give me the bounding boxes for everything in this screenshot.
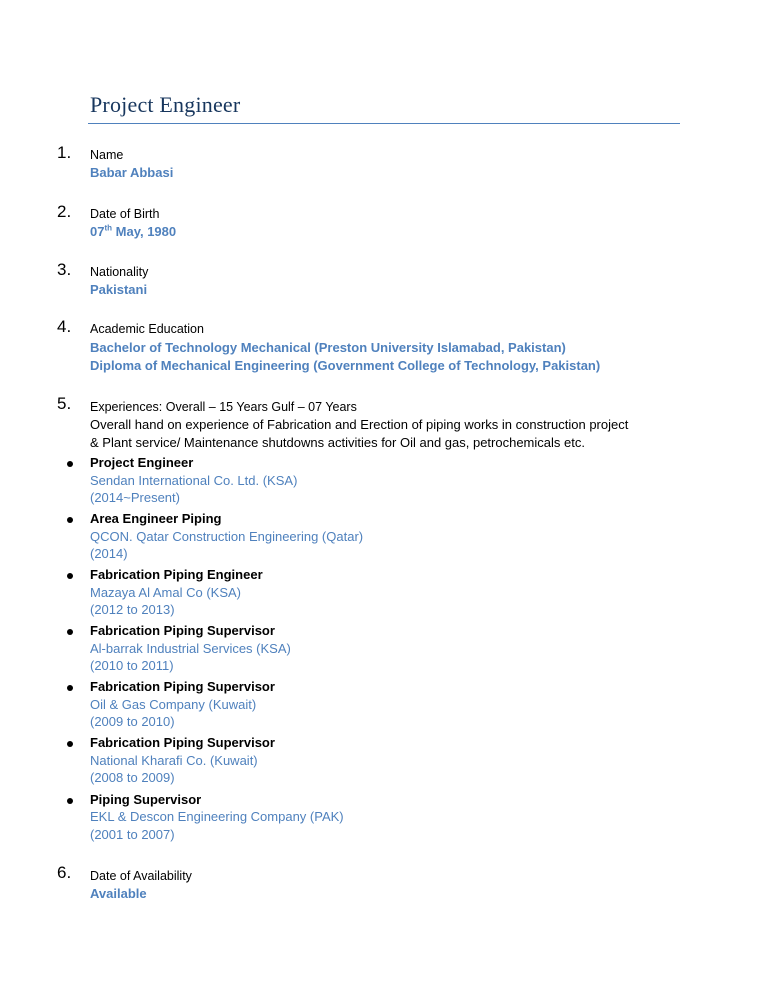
title-rule xyxy=(88,123,680,124)
dob-day: 07 xyxy=(90,224,105,239)
job-period: (2008 to 2009) xyxy=(90,770,175,786)
job-item xyxy=(0,623,768,679)
job-period: (2010 to 2011) xyxy=(90,658,174,674)
education-label: Academic Education xyxy=(90,322,204,336)
experience-summary-line-1: Overall hand on experience of Fabrication and Erection of piping works in construction project xyxy=(90,417,629,432)
job-title: Fabrication Piping Supervisor xyxy=(90,735,275,751)
job-item xyxy=(0,567,768,623)
job-company: Oil & Gas Company (Kuwait) xyxy=(90,696,257,712)
job-company: National Kharafi Co. (Kuwait) xyxy=(90,752,258,768)
section-number-nationality: 3. xyxy=(57,260,72,279)
job-item xyxy=(0,679,768,735)
experience-summary-line-2: & Plant service/ Maintenance shutdowns activities for Oil and gas, petrochemicals etc. xyxy=(90,435,585,450)
job-period: (2014) xyxy=(90,546,128,562)
dob-label: Date of Birth xyxy=(90,207,160,221)
nationality-label: Nationality xyxy=(90,265,149,279)
page-title: Project Engineer xyxy=(90,92,241,117)
job-item xyxy=(0,511,768,567)
education-item: Bachelor of Technology Mechanical (Preston University Islamabad, Pakistan) xyxy=(90,340,566,355)
bullet-icon xyxy=(67,741,73,747)
job-list xyxy=(0,455,768,848)
experience-label: Experiences: Overall – 15 Years Gulf – 07 Years xyxy=(90,400,357,414)
job-company: EKL & Descon Engineering Company (PAK) xyxy=(90,809,344,825)
job-item xyxy=(0,735,768,791)
job-company: Al-barrak Industrial Services (KSA) xyxy=(90,640,291,656)
availability-label: Date of Availability xyxy=(90,869,192,883)
job-title: Fabrication Piping Engineer xyxy=(90,567,263,583)
job-company: QCON. Qatar Construction Engineering (Qatar) xyxy=(90,528,364,544)
job-period: (2009 to 2010) xyxy=(90,714,175,730)
job-period: (2012 to 2013) xyxy=(90,602,175,618)
bullet-icon xyxy=(67,517,73,523)
name-label: Name xyxy=(90,148,124,162)
job-period: (2001 to 2007) xyxy=(90,826,175,842)
name-value: Babar Abbasi xyxy=(90,165,174,180)
availability-value: Available xyxy=(90,886,147,901)
job-title: Piping Supervisor xyxy=(90,791,202,807)
bullet-icon xyxy=(67,798,73,804)
job-title: Fabrication Piping Supervisor xyxy=(90,679,275,695)
job-company: Mazaya Al Amal Co (KSA) xyxy=(90,584,241,600)
dob-day-suffix: th xyxy=(104,223,113,233)
bullet-icon xyxy=(67,685,73,691)
section-number-experience: 5. xyxy=(57,394,72,413)
nationality-value: Pakistani xyxy=(90,282,148,297)
section-number-availability: 6. xyxy=(57,863,72,882)
section-number-education: 4. xyxy=(57,317,72,336)
job-title: Project Engineer xyxy=(90,455,194,470)
bullet-icon xyxy=(67,573,73,579)
job-item xyxy=(0,792,768,848)
job-item xyxy=(0,455,768,511)
bullet-icon xyxy=(67,629,73,635)
bullet-icon xyxy=(67,461,73,467)
job-title: Area Engineer Piping xyxy=(90,511,222,527)
section-number-dob: 2. xyxy=(57,202,72,221)
dob-month-year: May, 1980 xyxy=(112,224,177,239)
job-period: (2014~Present) xyxy=(90,490,180,505)
education-item: Diploma of Mechanical Engineering (Government College of Technology, Pakistan) xyxy=(90,358,601,373)
dob-value xyxy=(90,224,176,239)
section-number-name: 1. xyxy=(57,143,72,162)
job-company: Sendan International Co. Ltd. (KSA) xyxy=(90,472,298,488)
job-title: Fabrication Piping Supervisor xyxy=(90,623,275,639)
